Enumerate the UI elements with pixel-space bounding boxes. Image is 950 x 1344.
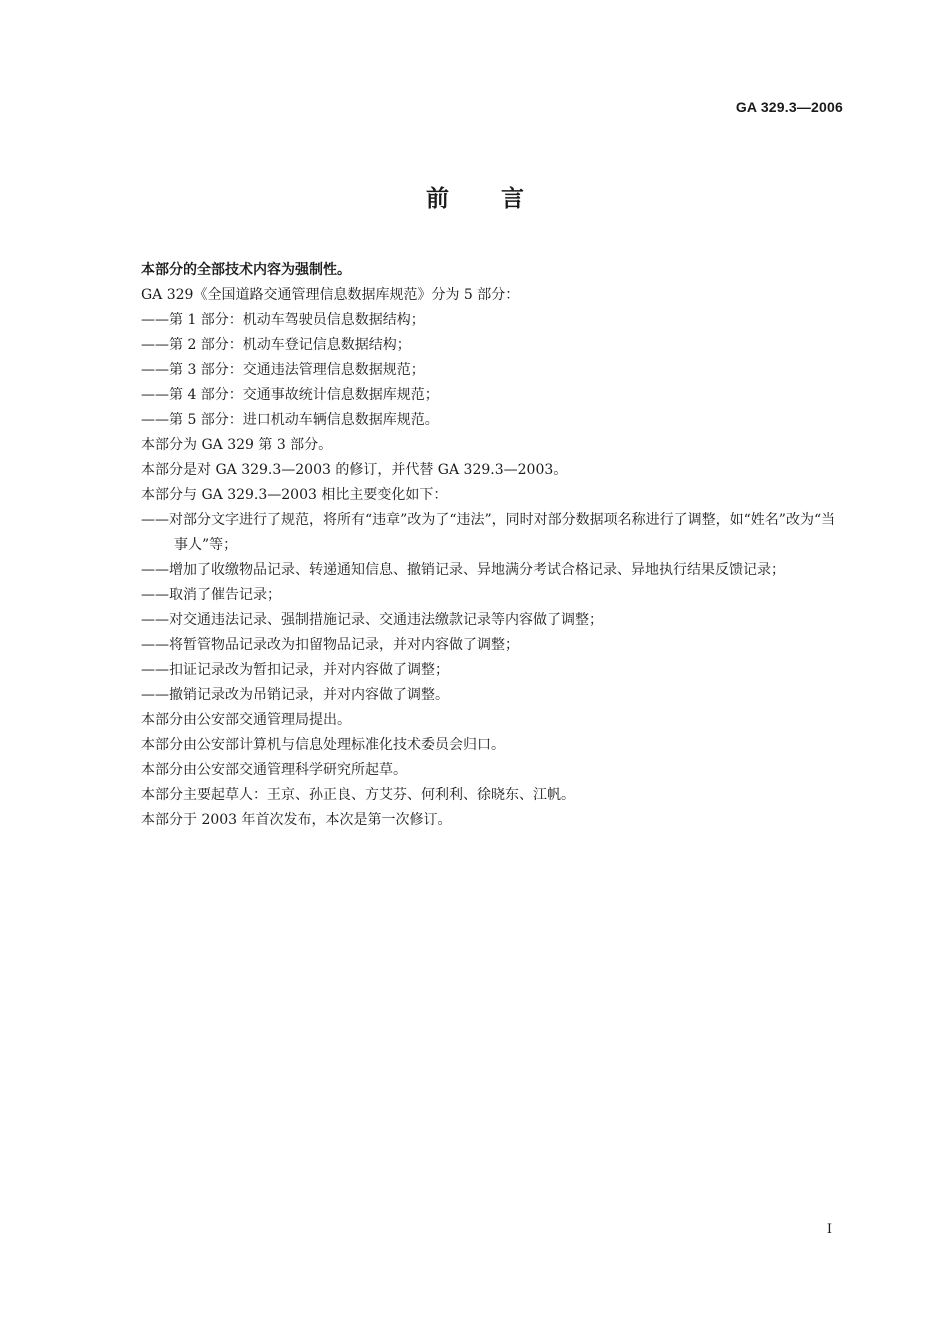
revision-statement: 本部分是对 GA 329.3—2003 的修订，并代替 GA 329.3—2003。 (141, 462, 568, 478)
part-list-item: ——第 3 部分：交通违法管理信息数据规范； (141, 362, 425, 378)
page-number: I (826, 1222, 832, 1237)
part-list-item: ——第 2 部分：机动车登记信息数据结构； (141, 337, 411, 353)
document-code: GA 329.3—2006 (735, 99, 843, 115)
part-list-item: ——第 1 部分：机动车驾驶员信息数据结构； (141, 312, 425, 328)
change-list-item: ——将暂管物品记录改为扣留物品记录，并对内容做了调整； (141, 637, 519, 653)
part-list-item: ——第 4 部分：交通事故统计信息数据库规范； (141, 387, 439, 403)
change-list-item: ——扣证记录改为暂扣记录，并对内容做了调整； (141, 662, 449, 678)
committee-statement: 本部分由公安部计算机与信息处理标准化技术委员会归口。 (141, 737, 505, 753)
drafters-list: 本部分主要起草人：王京、孙正良、方艾芬、何利利、徐晓东、江帆。 (141, 787, 575, 803)
foreword-body (141, 258, 846, 833)
change-list-item: ——对部分文字进行了规范，将所有“违章”改为了“违法”，同时对部分数据项名称进行了调整，如“姓名”改为“当事人”等； (141, 512, 836, 553)
changes-intro: 本部分与 GA 329.3—2003 相比主要变化如下： (141, 487, 448, 503)
proposer-statement: 本部分由公安部交通管理局提出。 (141, 712, 351, 728)
change-list-item: ——对交通违法记录、强制措施记录、交通违法缴款记录等内容做了调整； (141, 612, 603, 628)
mandatory-statement: 本部分的全部技术内容为强制性。 (141, 262, 351, 278)
change-list-item: ——增加了收缴物品记录、转递通知信息、撤销记录、异地满分考试合格记录、异地执行结果反馈记录； (141, 562, 785, 578)
change-list-item: ——取消了催告记录； (141, 587, 281, 603)
page-title: 前言 (426, 186, 576, 212)
part-statement: 本部分为 GA 329 第 3 部分。 (141, 437, 333, 453)
standard-parts-intro: GA 329《全国道路交通管理信息数据库规范》分为 5 部分： (141, 287, 520, 303)
change-list-item: ——撤销记录改为吊销记录，并对内容做了调整。 (141, 687, 449, 703)
part-list-item: ——第 5 部分：进口机动车辆信息数据库规范。 (141, 412, 439, 428)
publication-history: 本部分于 2003 年首次发布，本次是第一次修订。 (141, 812, 452, 828)
drafter-statement: 本部分由公安部交通管理科学研究所起草。 (141, 762, 407, 778)
